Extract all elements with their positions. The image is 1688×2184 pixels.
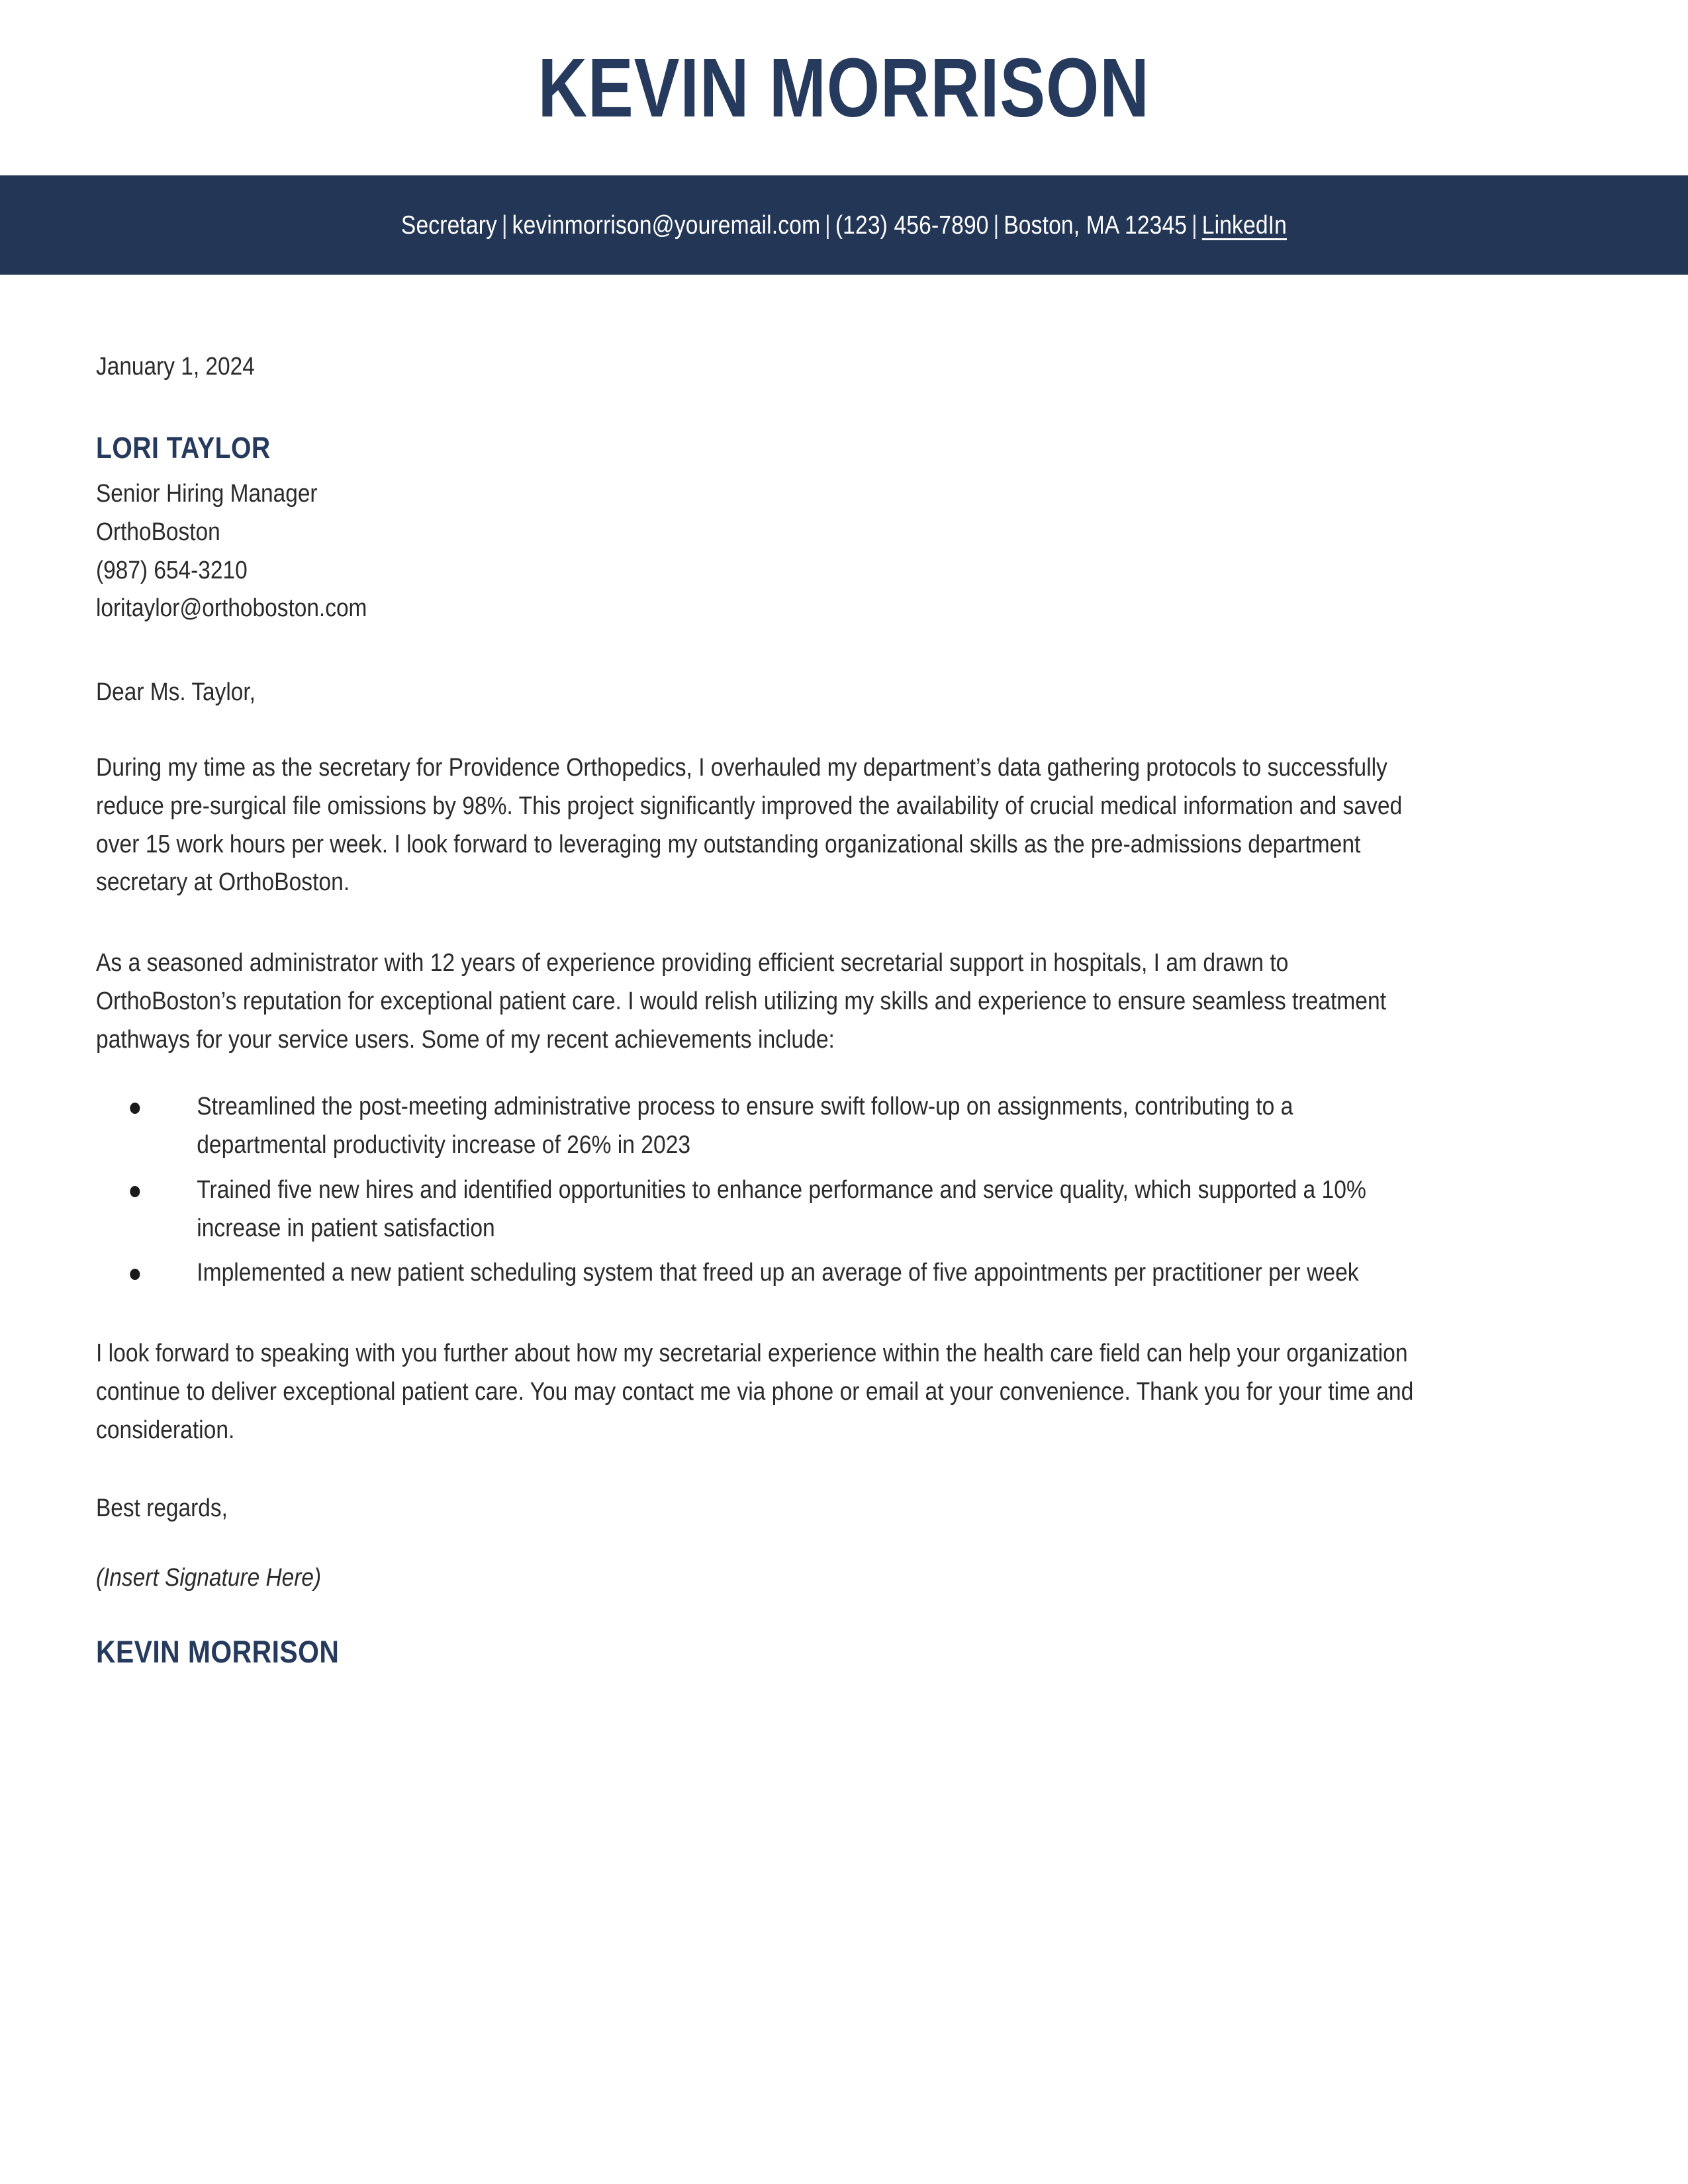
sign-off: Best regards, (96, 1494, 228, 1523)
list-item (96, 1088, 1426, 1165)
contact-separator-3: | (993, 210, 1000, 240)
page-title: KEVIN MORRISON (538, 40, 1150, 134)
bullet-dot-icon (130, 1103, 140, 1114)
salutation: Dear Ms. Taylor, (96, 678, 256, 706)
contact-location: Boston, MA 12345 (1004, 210, 1188, 240)
closing-paragraph: I look forward to speaking with you further about how my secretarial experience within the health care field can help your organization continue to deliver exceptional patient care. You may contact me via phone or email at your convenience. Thank you for your time and consideration. (96, 1340, 1414, 1444)
list-item-text: Streamlined the post-meeting administrative process to ensure swift follow-up on assignments, contributing to a departmental productivity increase of 26% in 2023 (197, 1093, 1293, 1159)
letter-date: January 1, 2024 (96, 353, 255, 381)
recipient-details (96, 475, 1562, 628)
recipient-company: OrthoBoston (96, 518, 220, 546)
letterhead-name-banner (0, 0, 1688, 175)
contact-job-title: Secretary (400, 210, 498, 240)
linkedin-link[interactable]: LinkedIn (1201, 210, 1288, 240)
contact-separator-4: | (1192, 210, 1197, 240)
contact-line (401, 212, 1287, 238)
bullet-dot-icon (130, 1186, 140, 1197)
contact-email[interactable]: kevinmorrison@youremail.com (512, 210, 821, 240)
contact-separator-1: | (501, 210, 508, 240)
contact-separator-2: | (825, 210, 831, 240)
achievements-list (96, 1088, 1426, 1293)
recipient-email: loritaylor@orthoboston.com (96, 594, 367, 623)
sign-off-name: KEVIN MORRISON (96, 1634, 340, 1670)
signature-placeholder: (Insert Signature Here) (96, 1564, 322, 1592)
recipient-name: LORI TAYLOR (96, 431, 271, 465)
recipient-block (96, 430, 1562, 628)
recipient-title: Senior Hiring Manager (96, 480, 318, 508)
list-item (96, 1254, 1426, 1293)
letter-content (96, 353, 1562, 1670)
body-paragraph-1: During my time as the secretary for Providence Orthopedics, I overhauled my department’s data gathering protocols to successfully reduce pre-surgical file omissions by 98%. This project significantly improved the availability of crucial medical information and saved over 15 work hours per week. I look forward to leveraging my outstanding organizational skills as the pre-admissions department secretary at OrthoBoston. (96, 754, 1403, 897)
recipient-phone: (987) 654-3210 (96, 556, 248, 584)
list-item-text: Implemented a new patient scheduling system that freed up an average of five appointments per practitioner per week (197, 1259, 1359, 1287)
letter-body (0, 275, 1688, 1670)
body-paragraph-2: As a seasoned administrator with 12 years of experience providing efficient secretarial support in hospitals, I am drawn to OrthoBoston’s reputation for exceptional patient care. I would relish utilizing my skills and experience to ensure seamless treatment pathways for your service users. Some of my recent achievements include: (96, 949, 1387, 1054)
list-item-text: Trained five new hires and identified opportunities to enhance performance and service quality, which supported a 10% increase in patient satisfaction (197, 1175, 1366, 1242)
list-item (96, 1171, 1426, 1248)
contact-phone[interactable]: (123) 456-7890 (835, 210, 989, 240)
contact-bar (0, 175, 1688, 275)
bullet-dot-icon (130, 1269, 140, 1280)
